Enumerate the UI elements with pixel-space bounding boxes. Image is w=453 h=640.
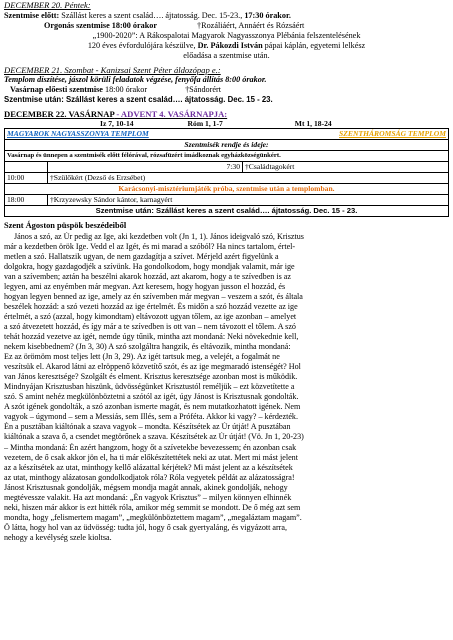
dec21-line3-bold: Szentmise után: — [4, 95, 64, 105]
dec20-line4-a: 120 éves évfordulójára készülve, — [87, 41, 198, 51]
after-mass-note — [5, 206, 449, 217]
church-right: SZENTHÁROMSÁG TEMPLOM — [339, 129, 446, 139]
after-rest: Szállást keres a szent család…. ájtatosság. Dec. 15 - 23. — [153, 206, 358, 216]
homily-line: dolgokra, hogy gazdagodjék a szívünk. Ha gondolkodom, hogy mondjak valamit, már ige — [4, 261, 295, 271]
table-row — [5, 173, 449, 184]
table-row — [5, 162, 449, 173]
homily-line: van a szívemben; aztán ha beszélni akarok hozzád, azt akarom, hogy a te szívedben is az — [4, 271, 291, 281]
homily-line: a szó átvezetett hozzád, és így már a te szívedben is ott van – nem távozott el tőlem. A szó — [4, 321, 296, 331]
table-row — [5, 206, 449, 217]
dec22-heading-b: - ADVENT 4. VASÁRNAPJA: — [114, 108, 228, 119]
dec20-line2-bold: Orgonás szentmise 18:00 órakor — [44, 20, 158, 30]
dec22-heading-a: DECEMBER 22. VASÁRNAP — [4, 108, 115, 119]
prayer-note: Vasárnap és ünnepen a szentmisék előtt félórával, rózsafüzért imádkoznak egyházközségünkért. — [5, 151, 449, 162]
homily-line: beszélek hozzád: a szó vezeti hozzád az ige értelmét. És midőn a szó hozzád vezette az ige — [4, 301, 298, 311]
homily-line: vagyok – úgymond – sem a Messiás, sem Illés, sem a Próféta. Akkor ki vagy? – kérdezték. — [4, 412, 299, 422]
homily-line: van János keresztsége? Szolgált és elment. Krisztus keresztsége azonban most is működik. — [4, 372, 298, 382]
homily-section — [4, 221, 449, 543]
homily-line: A szót igének gondolták, a szó azonban ismerte magát, és nem mutatkozhatott igének. Nem — [4, 402, 301, 412]
choir-note: Karácsonyi-misztériumjáték próba, szentmise után a templomban. — [5, 184, 449, 195]
mass-schedule-table — [4, 128, 449, 217]
dec21-line3-rest: Szállást keres a szent család…. ájtatosság. Dec. 15 - 23. — [63, 95, 273, 105]
dec21-line2-c: †Sándorért — [185, 85, 221, 95]
dec20-line2 — [4, 21, 449, 31]
dec22-heading — [4, 109, 449, 120]
dec20-section — [4, 0, 449, 62]
dec21-line2-a: Vasárnap előesti szentmise — [10, 85, 103, 95]
dec22-section — [4, 109, 449, 218]
r2-time: 10:00 — [5, 173, 48, 184]
dec21-section — [4, 65, 449, 106]
homily-line: legyen, ami az enyémben már megvan. Azt keresem, hogy hogyan jusson el hozzád, és — [4, 281, 286, 291]
dec20-heading: DECEMBER 20. Péntek: — [4, 0, 91, 10]
homily-line: szó. S amint nehéz megkülönböztetni a szótól az igét, úgy Jánost is Krisztusnak gondolták. — [4, 392, 299, 402]
r1-text: †Családtagokért — [243, 162, 449, 173]
homily-line: nekem kisebbednem? (Jn 3, 30) A szó szolgáltra hangzik, és eltávozik, mintha mondaná: — [4, 342, 291, 352]
dec21-line2-b: 18:00 órakor — [102, 85, 148, 95]
table-row — [5, 151, 449, 162]
dec20-line1-rest: Szállást keres a szent család…. ájtatosság. Dec. 15-23., — [59, 10, 245, 20]
homily-line: nehogy a kevélység szele kioltsa. — [4, 532, 112, 542]
table-row — [5, 195, 449, 206]
r3-time: 18:00 — [5, 195, 48, 206]
dec21-line3 — [4, 95, 449, 105]
dec20-line1-time: 17:30 órakor. — [244, 10, 291, 20]
empty-cell — [5, 162, 48, 173]
homily-line: János a szó, az Úr pedig az Ige, aki kezdetben volt (Jn 1, 1). János ideigvaló szó, Krisztus — [14, 231, 304, 241]
dec21-heading: DECEMBER 21. Szombat - Kanizsai Szent Péter áldozópap e.: — [4, 64, 221, 75]
dec20-line4-bold: Dr. Pákozdi István — [197, 41, 263, 51]
homily-line: már a kezdetben örök Ige. Vedd el az Igét, és mi marad a szóból? Ha nincs tartalom, értel- — [4, 241, 296, 251]
homily-line: veszítsük el. Akarod látni az elröppenő közvetítő szót, és az ige megmaradó istenségét? Hol — [4, 362, 301, 372]
dec20-line4-b: pápai káplán, egyetemi lelkész — [262, 41, 366, 51]
homily-line: az a készítsétek az utat, minthogy kellő alázattal kérjétek? Mi mást jelent az a készítsétek — [4, 462, 293, 472]
homily-line: metlen a szó. Hallatszik ugyan, de nem gazdagítja a szívet. Mérjeld azért figyelünk a — [4, 251, 279, 261]
table-row — [5, 184, 449, 195]
homily-line: értelmét, a szó (azzal, hogy kimondtam) eltávozott ugyan tőlem, az ige azonban – amelyet — [4, 311, 297, 321]
homily-line: neki, hiszen már akkor is ezt hitték róla, amikor még semmit se mondott. De ő még azt sem — [4, 502, 301, 512]
r2-text: †Szülőkért (Dezső és Erzsébet) — [48, 173, 449, 184]
reading-2: Róm 1, 1-7 — [187, 119, 223, 129]
reading-3: Mt 1, 18-24 — [294, 119, 332, 129]
after-bold: Szentmise után: — [95, 206, 154, 216]
church-left: MAGYAROK NAGYASSZONYA TEMPLOM — [7, 129, 149, 139]
dec21-line1: Templom díszítése, jászol körüli feladatok végzése, fenyőfa állítás 8:00 órakor. — [4, 75, 267, 85]
r1-time: 7:30 — [48, 162, 243, 173]
order-title: Szentmisék rendje és ideje: — [5, 140, 449, 151]
homily-line: kiáltónak a szava ő, a csendet megtörőnek a szava. Készítsétek az Úr útját! (Vö. Jn 1, 20-23) — [4, 432, 304, 442]
homily-line: Én a pusztában kiáltónak a szava vagyok – mondta. Készítsétek az Úr útját! A pusztában — [4, 422, 291, 432]
dec20-line1 — [4, 11, 449, 21]
dec21-line2 — [4, 85, 449, 95]
dec20-line4 — [4, 41, 449, 51]
r3-text: †Krzyzewsky Sándor kántor, karnagyért — [48, 195, 449, 206]
homily-line: Jánost Krisztusnak gondolják, mégsem mondja magát annak, akinek gondolják, nehogy — [4, 482, 288, 492]
homily-line: Ez az örömöm most teljes lett (Jn 3, 29). Az igét tartsuk meg, a velejét, a fogalmát ne — [4, 352, 280, 362]
dec22-readings — [4, 119, 449, 128]
table-row — [5, 129, 449, 140]
homily-line: tehát hozzád vezetve az igét, nemde úgy tűnik, mintha azt mondaná: Neki növekednie kell, — [4, 332, 299, 341]
homily-line: az utat, minthogy alázatosan gondolkodjatok róla? Róla vegyetek példát az alázatosságra! — [4, 472, 295, 482]
table-row — [5, 140, 449, 151]
homily-body — [4, 232, 449, 543]
homily-line: – Mintha mondaná: Én azért hangzom, hogy őt a szívetekbe bevezessem; én azonban csak — [4, 442, 297, 452]
bulletin-page — [4, 0, 449, 543]
homily-line: mondta, hogy „felismertem magam”, „megkülönböztettem magam”, „megaláztam magam”. — [4, 512, 302, 522]
church-header-cell — [5, 129, 449, 140]
dec20-line3: „1900-2020”: A Rákospalotai Magyarok Nagyasszonya Plébánia felszentelésének — [92, 30, 361, 40]
dec20-line2-rest: †Rozáliáért, Annáért és Rózsáért — [197, 20, 305, 30]
dec20-line1-bold: Szentmise előtt: — [4, 10, 60, 20]
homily-line: Ő látta, hogy hol van az üdvösség: tudta jól, hogy ő csak gyertyaláng, és vigyázott arra, — [4, 522, 287, 532]
dec20-line5: előadása a szentmise után. — [183, 51, 270, 61]
homily-line: hogyan legyen benned az ige, amely az én szívemben már megvan – veszem a szót, és általa — [4, 291, 303, 301]
homily-title: Szent Ágoston püspök beszédeiből — [4, 221, 127, 231]
homily-line: vezetem, de ő csak akkor jön el, ha ti már előkészítettétek neki az utat. Mert mi mást jelent — [4, 452, 298, 462]
homily-line: megtévessze valakit. Ha azt mondaná: „Én vagyok Krisztus” – milyen könnyen elhinnék — [4, 492, 292, 502]
reading-1: Iz 7, 10-14 — [100, 119, 134, 129]
homily-line: Mindnyájan Krisztusban hiszünk, üdvösségünket Krisztustól reméljük – ezt közvetítette a — [4, 382, 295, 392]
